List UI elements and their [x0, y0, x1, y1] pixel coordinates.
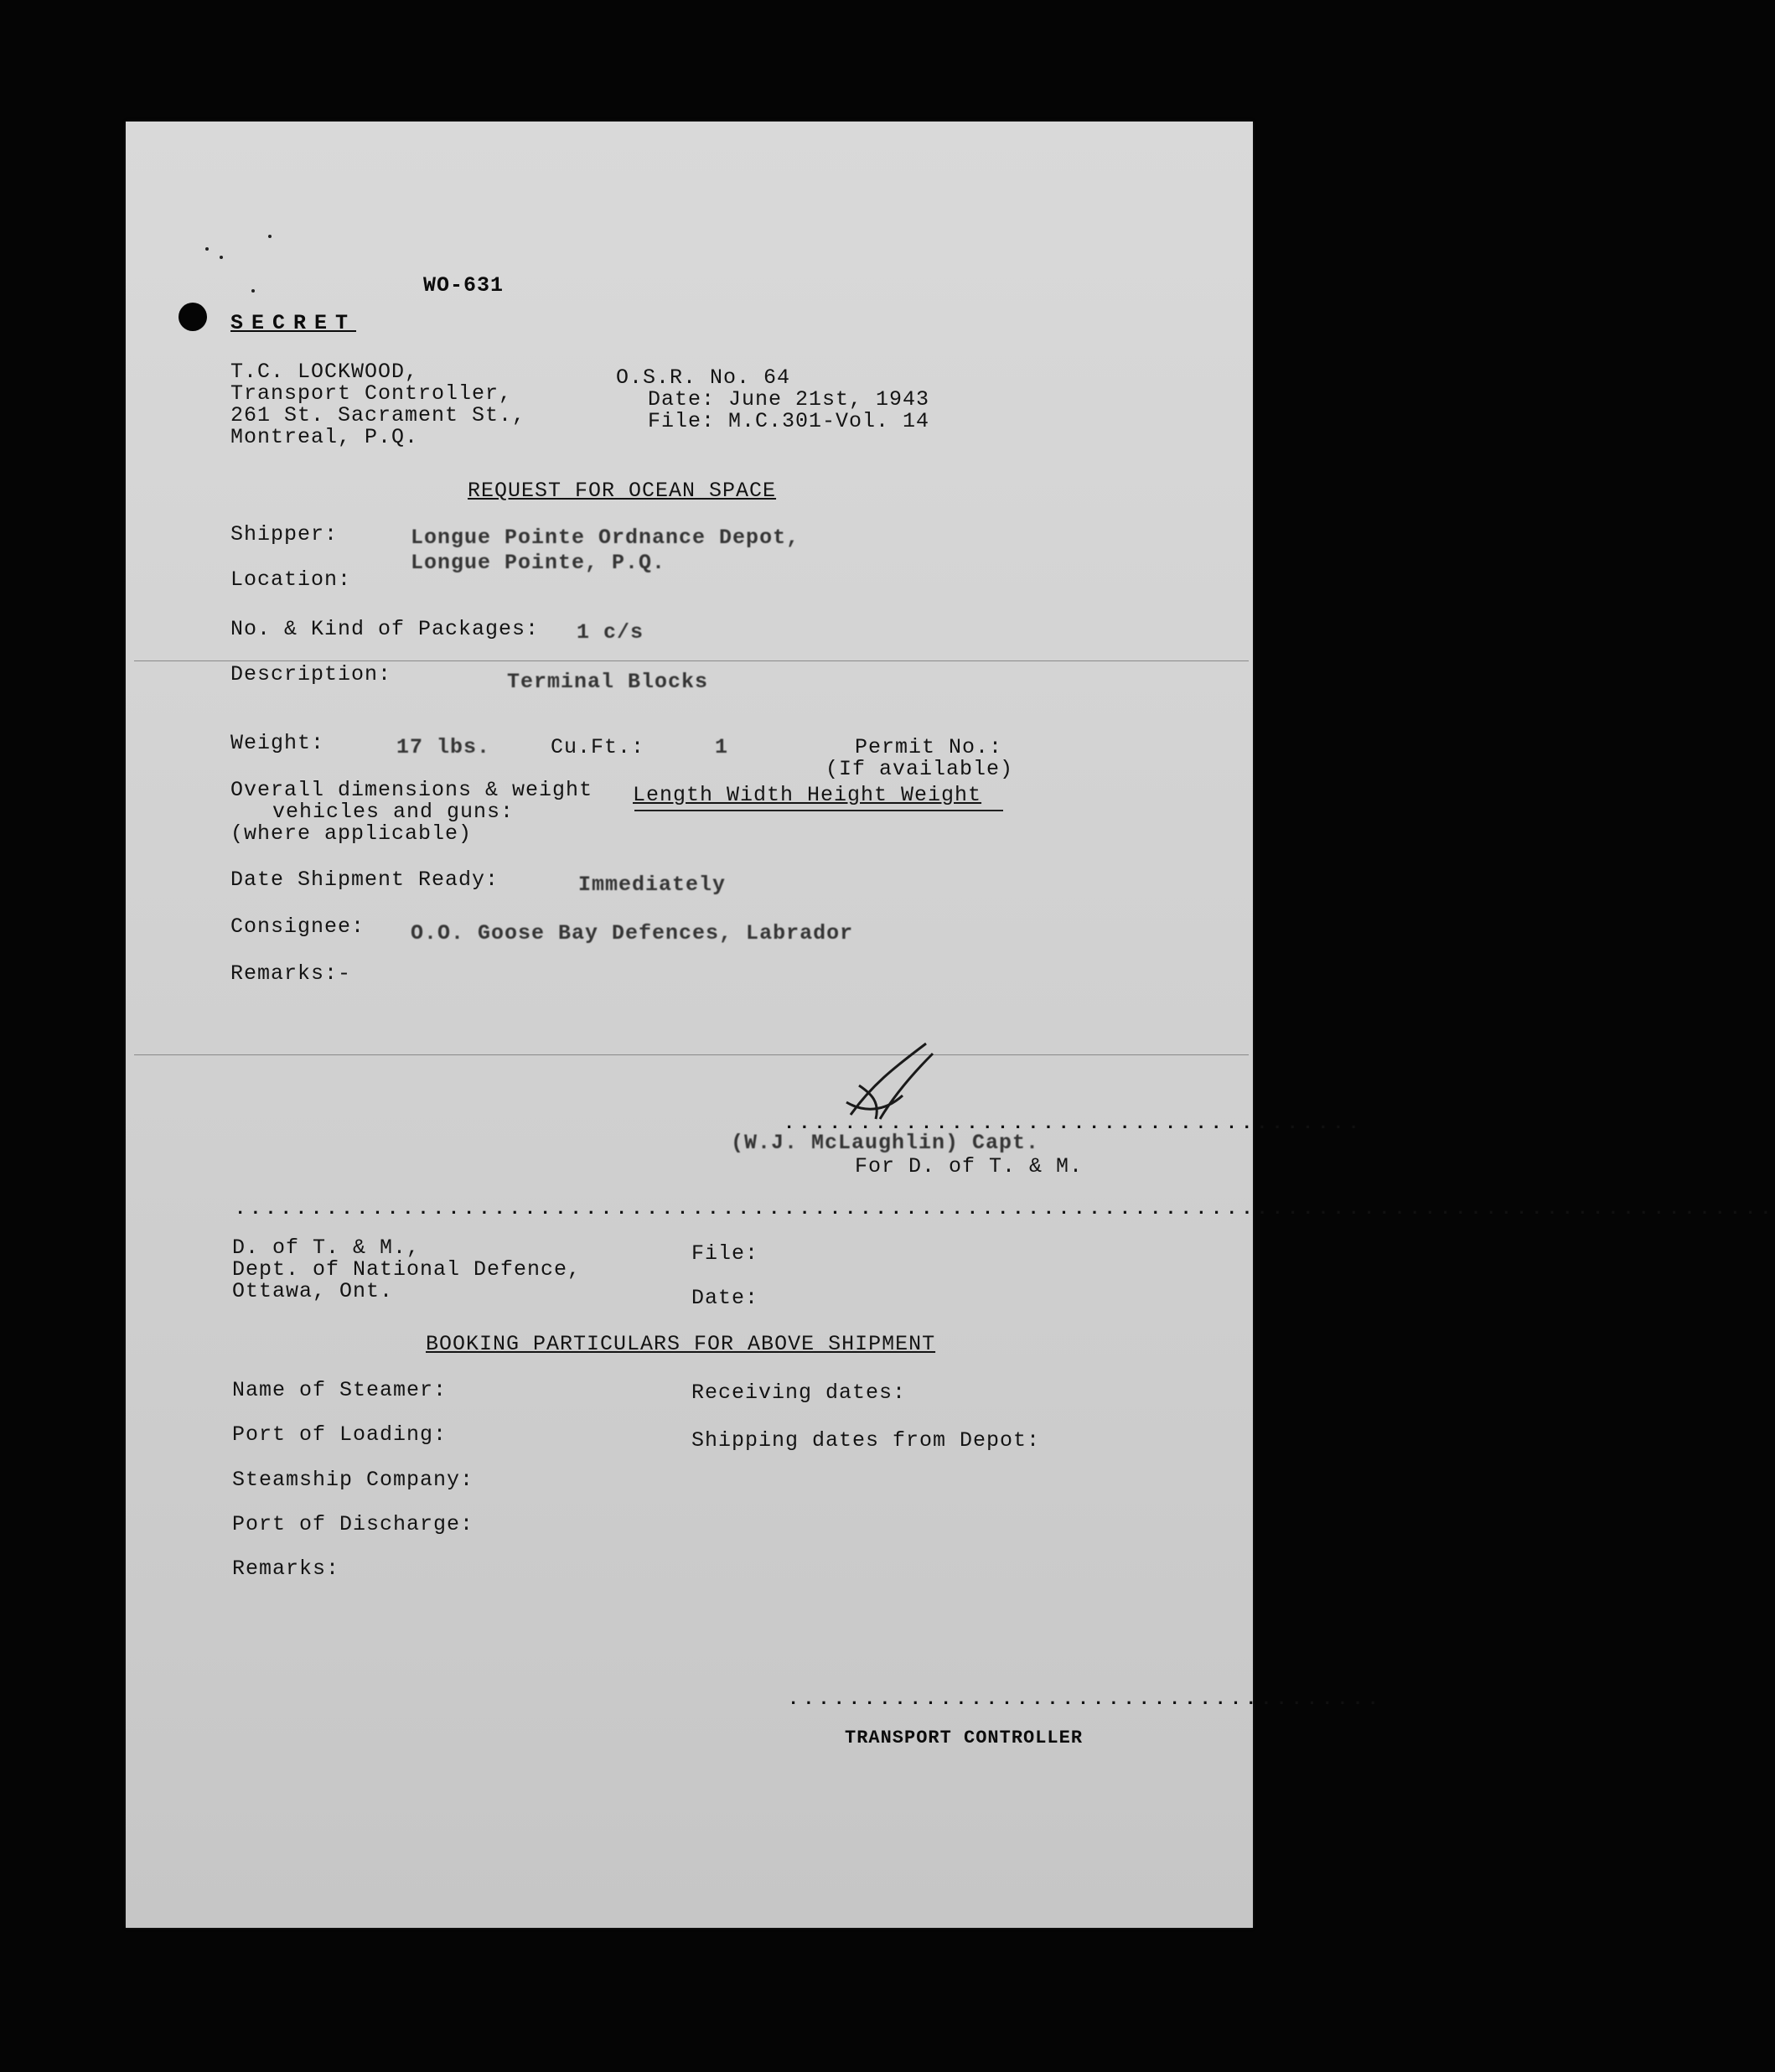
- speck: [220, 256, 223, 259]
- form-rule: [134, 1054, 1249, 1055]
- ready-value: Immediately: [578, 873, 727, 897]
- receiving-dates-label: Receiving dates:: [691, 1380, 907, 1405]
- remarks-label: Remarks:-: [230, 961, 352, 986]
- packages-value: 1 c/s: [577, 620, 644, 645]
- address-line-2: Dept. of National Defence,: [232, 1257, 582, 1282]
- file-label: File:: [691, 1241, 759, 1266]
- location-value: Longue Pointe, P.Q.: [411, 551, 666, 575]
- vehicles-guns-label: vehicles and guns:: [272, 800, 515, 824]
- steamship-company-label: Steamship Company:: [232, 1468, 474, 1492]
- packages-label: No. & Kind of Packages:: [230, 617, 540, 641]
- speck: [205, 247, 209, 251]
- address-line-1: D. of T. & M.,: [232, 1235, 421, 1260]
- osr-number: O.S.R. No. 64: [616, 365, 791, 390]
- cuft-value: 1: [715, 735, 729, 759]
- shipper-label: Shipper:: [230, 522, 339, 546]
- separator-dotted-line: .....................................................................................................: [235, 1199, 1775, 1220]
- booking-remarks-label: Remarks:: [232, 1557, 340, 1581]
- cuft-label: Cu.Ft.:: [551, 735, 645, 759]
- punch-hole: [179, 303, 207, 331]
- description-value: Terminal Blocks: [507, 670, 709, 694]
- weight-value: 17 lbs.: [396, 735, 491, 759]
- reference-number: WO-631: [423, 273, 505, 298]
- steamer-label: Name of Steamer:: [232, 1378, 448, 1402]
- signatory-for-line: For D. of T. & M.: [855, 1154, 1084, 1178]
- permit-note: (If available): [825, 757, 1014, 781]
- location-label: Location:: [230, 567, 352, 592]
- sender-street: 261 St. Sacrament St.,: [230, 403, 526, 427]
- booking-title: BOOKING PARTICULARS FOR ABOVE SHIPMENT: [426, 1332, 936, 1356]
- dimension-headers: Length Width Height Weight: [633, 783, 982, 807]
- sender-name: T.C. LOCKWOOD,: [230, 360, 419, 384]
- file-line: File: M.C.301-Vol. 14: [648, 409, 930, 433]
- shipper-value: Longue Pointe Ordnance Depot,: [411, 526, 800, 550]
- dimension-rule: [634, 810, 1003, 811]
- date-line: Date: June 21st, 1943: [648, 387, 930, 412]
- form-rule: [134, 660, 1249, 661]
- port-of-discharge-label: Port of Discharge:: [232, 1512, 474, 1536]
- sender-city: Montreal, P.Q.: [230, 425, 419, 449]
- overall-dimensions-label: Overall dimensions & weight: [230, 778, 593, 802]
- signatory-name: (W.J. McLaughlin) Capt.: [731, 1131, 1040, 1155]
- permit-label: Permit No.:: [855, 735, 1003, 759]
- request-title: REQUEST FOR OCEAN SPACE: [468, 479, 777, 503]
- controller-dotted-line: .......................................: [788, 1689, 1383, 1710]
- speck: [251, 289, 255, 293]
- transport-controller-label: TRANSPORT CONTROLLER: [845, 1728, 1084, 1748]
- where-applicable-note: (where applicable): [230, 821, 473, 846]
- consignee-value: O.O. Goose Bay Defences, Labrador: [411, 921, 854, 945]
- classification: SECRET: [230, 311, 357, 335]
- consignee-label: Consignee:: [230, 914, 365, 939]
- address-line-3: Ottawa, Ont.: [232, 1279, 394, 1303]
- description-label: Description:: [230, 662, 392, 686]
- speck: [268, 235, 272, 238]
- weight-label: Weight:: [230, 731, 325, 755]
- shipping-dates-label: Shipping dates from Depot:: [691, 1428, 1041, 1453]
- ready-label: Date Shipment Ready:: [230, 868, 499, 892]
- port-of-loading-label: Port of Loading:: [232, 1422, 448, 1447]
- date-label: Date:: [691, 1286, 759, 1310]
- signature-dotted-line: ......................................: [784, 1113, 1364, 1134]
- sender-title: Transport Controller,: [230, 381, 513, 406]
